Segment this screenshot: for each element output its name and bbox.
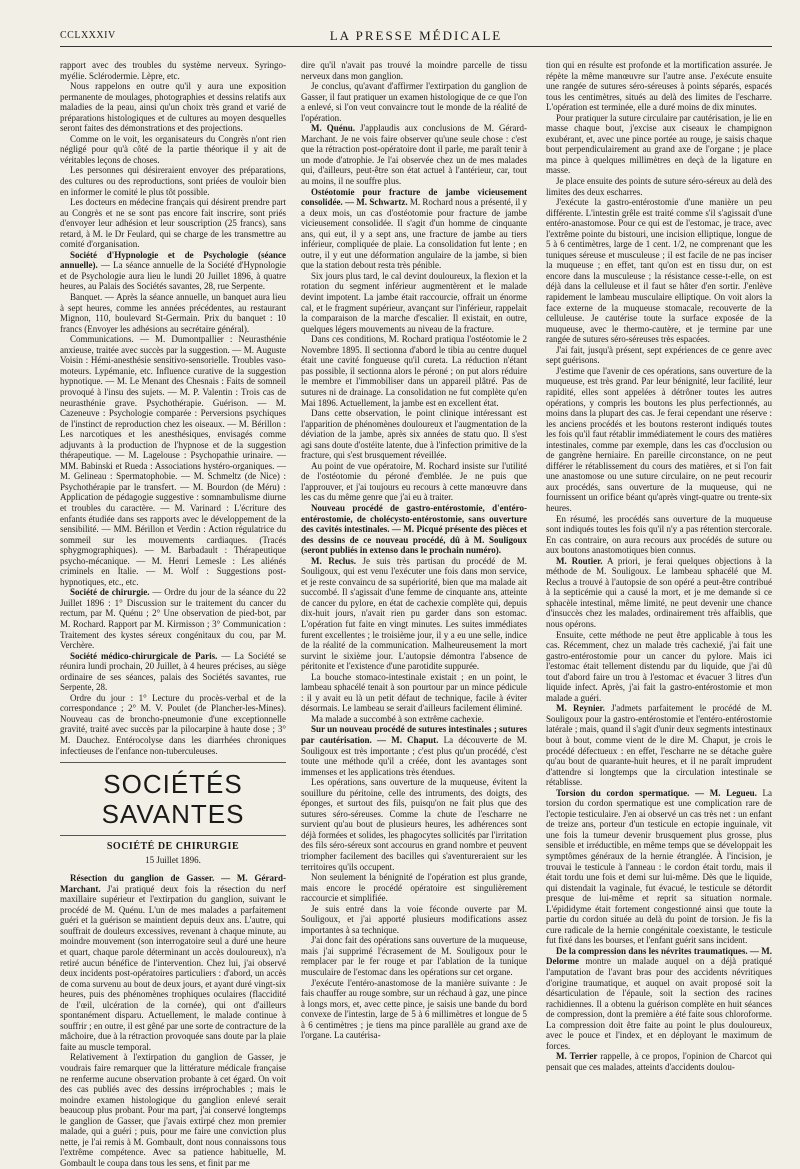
paragraph: Ordre du jour : 1° Lecture du procès-verbal et de la correspondance ; 2° M. V. Poulet (de Plancher-les-Mines). Nouveau cas de broncho-pneumonie d'une exceptionnelle gravité, traité avec succès par la pilocarpine à haute dose ; 3° M. Dauchez. Entérocolyse dans les diarrhées chroniques infectieuses de l'enfance non-tuberculeuses.	[60, 692, 286, 756]
article-heading: Sur un nouveau procédé de sutures intestinales ; sutures par cautérisation. — M. Chaput.	[301, 724, 527, 745]
article-heading: Ostéotomie pour fracture de jambe vicieusement consolidée. — M. Schwartz.	[301, 186, 527, 208]
paragraph: Les personnes qui désireraient envoyer des préparations, des cultures ou des reproductions, sont priées de vouloir bien en informer le comité le plus tôt possible.	[60, 165, 286, 197]
subsection-title: SOCIÉTÉ DE CHIRURGIE	[106, 841, 240, 853]
paragraph: Ensuite, cette méthode ne peut être applicable à tous les cas. Récemment, chez un malade très cachexié, j'ai fait une gastro-entérostomie pour un cancer du pylore. Mais ici l'estomac était tellement distendu par du liquide, que j'ai dû tout d'abord faire un trou à l'estomac et évacuer 3 litres d'un liquide infect. Après, j'ai fait la gastro-entérostomie et mon malade a guéri.	[546, 629, 772, 703]
paragraph: Les opérations, sans ouverture de la muqueuse, évitent la souillure du péritoine, celle des intruments, des doigts, des éponges, et surtout des fils, puisqu'on ne fait plus que des sutures séro-séreuses. Comme la chute de l'escharre ne survient qu'au bout de plusieurs heures, les adhérences sont déjà formées et solides, les phagocytes sollicités par l'irritation des fils séro-séreux sont accourus en grand nombre et peuvent triompher facilement des bacilles qui s'aventureraient sur les territoires qu'ils occupent.	[301, 777, 527, 872]
article-text: J'admets parfaitement le procédé de M. Souligoux pour la gastro-entérostomie et l'entéro-entérostomie latérale ; mais, quand il s'agit d'unir deux segments intestinaux bout à bout, comme vient de le dire M. Chaput, je crois le procédé défectueux : en effet, l'escharre ne se détache guère qu'au bout de quarante-huit heures, et il ne paraît imprudent d'attendre si longtemps que la circulation intestinale se rétablisse.	[546, 703, 772, 788]
article-text: J'applaudis aux conclusions de M. Gérard-Marchant. Je ne vois faire observer qu'une seule chose : c'est que la rétraction post-opératoire dont il parle, me paraît tenir à un mode d'atrophie. Je l'ai observée chez un de mes malades qui, d'ailleurs, peut-être son état actuel à l'antérieur, car, tout au moins, il ne souffre plus.	[301, 123, 527, 187]
divider	[60, 835, 286, 836]
article-text: J'ai pratiqué deux fois la résection du nerf maxillaire supérieur et l'extirpation du ganglion, suivant le procédé de M. Quénu. L'un de mes malades a parfaitement guéri et la guérison se maintient depuis deux ans. L'autre, qui souffrait de douleurs excessives, revenant à chaque minute, au moindre mouvement (son interrogatoire seul a duré une heure et quart, chaque parole déterminant un accès douloureux), n'a retiré aucun bénéfice de l'intervention. Chez lui, j'ai observé deux incidents post-opératoires particuliers : d'abord, un accès de coma survenu au bout de deux jours, et ayant duré vingt-six heures, puis des phénomènes trophiques oculaires (flaccidité de l'œil, ulcération de la cornée), qui ont d'ailleurs spontanément disparu. Actuellement, le malade continue à souffrir ; en outre, il est gêné par une sorte de contracture de la mâchoire, due à la rétraction provoquée sans doute par la plaie faite au muscle temporal.	[60, 883, 286, 1052]
paragraph: J'ai fait, jusqu'à présent, sept expériences de ce genre avec sept guérisons.	[546, 344, 772, 366]
article-heading: M. Routier.	[556, 555, 603, 566]
section-heading: Société de chirurgie.	[70, 587, 150, 598]
section-heading: Société d'Hypnologie et de Psychologie (séance annuelle).	[60, 249, 286, 271]
section-heading: Société médico-chirurgicale de Paris.	[70, 650, 218, 661]
article-torsion	[546, 788, 772, 946]
article-heading: M. Reynier.	[556, 703, 605, 714]
paragraph: J'exécute la gastro-entérostomie d'une manière un peu différente. L'intestin grêle est traité comme s'il s'agissait d'une entéro-anastomose. Pour ce qui est de l'estomac, je trace, avec l'extrême pointe du bistouri, une incision elliptique, longue de 5 à 6 centimètres, large de 1 cent. 1/2, ne comprenant que les tuniques séreuse et musculeuse ; il est facile de ne pas inciser la muqueuse ; en effet, tant qu'on est en tissu dur, on est encore dans la musculeuse ; la résistance cesse-t-elle, on est déjà dans la celluleuse et il faut se hâter d'en sortir. J'enlève rapidement le lambeau musculaire elliptique. On voit alors la face externe de la muqueuse stomacale, recouverte de la celluleuse. Je cautérise toute la surface exposée de la muqueuse, avec le thermo-cautère, et je termine par une rangée de sutures séro-séreuses très espacées.	[546, 197, 772, 345]
column-2	[301, 60, 527, 1100]
article-heading: M. Quénu.	[311, 123, 356, 134]
article-compression	[546, 946, 772, 1051]
paragraph: Au point de vue opératoire, M. Rochard insiste sur l'utilité de l'ostéotomie du péroné d'emblée. Je ne puis que l'approuver, et j'ai toujours eu recours à cette manœuvre dans les cas du même genre que j'ai eu à traiter.	[301, 460, 527, 503]
paragraph: Dans cette observation, le point clinique intéressant est l'apparition de phénomènes douloureux et l'augmentation de la déviation de la jambe, après six années de statu quo. Il s'est agi sans doute d'ostéite latente, due à l'infection primitive de la fracture, qui s'est brusquement réveillée.	[301, 408, 527, 461]
paragraph: Comme on le voit, les organisateurs du Congrès n'ont rien négligé pour qu'à côté de la partie théorique il y ait de véritables leçons de choses.	[60, 133, 286, 165]
article-heading: Nouveau procédé de gastro-entérostomie, d'entéro-entérostomie, de cholécysto-entérostomie, sans ouverture des cavités intestinales. — M. Picqué présente des pièces et des dessins de ce nouveau procédé, dû à M. Souligoux (seront publiés in extenso dans le prochain numéro).	[301, 502, 527, 556]
paragraph: La bouche stomaco-intestinale existait ; en un point, le lambeau sphacélé tenait à son pourtour par un mince pédicule : il y avait eu là un petit défaut de technique, facile à éviter désormais. Le lambeau se serait d'ailleurs facilement éliminé.	[301, 671, 527, 714]
section-title: SOCIÉTÉS SAVANTES	[101, 769, 245, 830]
paragraph: En résumé, les procédés sans ouverture de la muqueuse sont indiqués toutes les fois qu'il n'y a pas rétention stercorale. En cas contraire, on aura recours aux procédés de suture ou aux boutons anastomotiques bien connus.	[546, 513, 772, 556]
divider	[60, 762, 286, 763]
article-sutures	[301, 724, 527, 777]
article-quenu	[301, 123, 527, 186]
paragraph: Je suis entré dans la voie féconde ouverte par M. Souligoux, et j'ai apporté plusieurs modifications assez importantes à sa technique.	[301, 903, 527, 935]
article-text: La torsion du cordon spermatique est une complication rare de l'ectopie testiculaire. J'en ai observé un cas très net : un enfant de treize ans, porteur d'un testicule en ectopie inguinale, vit une fois la tumeur devenir brusquement plus grosse, plus sensible et irréductible, en même temps que se développait les symptômes généraux de la hernie étranglée. À l'incision, je trouvai le testicule à l'anneau : le cordon était tordu, mais il était tordu une fois et demi sur lui-même. Dès que le liquide, qui distendait la vaginale, fut évacué, le testicule se détordit presque de lui-même et reprit sa situation normale. L'épididyme était fortement congestionné ainsi que toute la partie du cordon située au delà du point de torsion. Je fis la cure radicale de la hernie congénitale coexistante, le testicule fut fixé dans les bourses, et l'enfant guérit sans incident.	[546, 787, 773, 946]
article-heading: Résection du ganglion de Gasser. — M. Gérard-Marchant.	[60, 873, 286, 894]
article-heading: De la compression dans les névrites traumatiques. — M. Delorme	[546, 945, 772, 967]
article-gasser	[60, 873, 286, 1052]
article-text: M. Rochard nous a présenté, il y a deux mois, un cas d'ostéotomie pour fracture de jambe vicieusement consolidée. Il s'agit d'un homme de cinquante ans, qui eut, il y a sept ans, une fracture de jambe au tiers inférieur, compliquée de plaie. La consolidation fut lente ; en outre, il y eut une déformation angulaire de la jambe, si bien que la station debout resta très pénible.	[301, 197, 527, 271]
column-3	[546, 60, 772, 1100]
session-date: 15 Juillet 1896.	[145, 854, 201, 865]
article-text: La découverte de M. Souligoux est très importante ; c'est plus qu'un procédé, c'est toute une méthode qu'il a créée, dont les avantages sont immenses et les applications très étendues.	[301, 735, 527, 777]
paragraph: dire qu'il n'avait pas trouvé la moindre parcelle de tissu nerveux dans mon ganglion.	[301, 60, 527, 81]
article-heading: Torsion du cordon spermatique. — M. Legueu.	[556, 787, 757, 798]
paragraph: J'estime que l'avenir de ces opérations, sans ouverture de la muqueuse, est très grand. Par leur bénignité, leur facilité, leur rapidité, elles sont appelées à détrôner toutes les autres opérations, y compris les boutons les plus perfectionnés, au moins dans la plupart des cas. Je ferai cependant une réserve : les anciens procédés et les boutons resteront indiqués toutes les fois qu'il faut rétablir immédiatement le cours des matières intestinales, comme par exemple, dans les cas d'occlusion ou de gangrène herniaire. En pareille circonstance, on ne peut différer le rétablissement du cours des matières, et si l'on fait une anastomose ou une suture circulaire, on ne peut recourir aux procédés, sans ouverture de la muqueuse, qui ne fournissent un orifice béant qu'après vingt-quatre ou trente-six heures.	[546, 365, 772, 513]
paragraph: Pour pratiquer la suture circulaire par cautérisation, je lie en masse chaque bout, j'excise aux ciseaux le champignon exubérant, et, avec une pince portée au rouge, je saisis chaque bout perpendiculairement au grand axe de l'organe ; je place ma pince à quelques millimètres en deçà de la ligature en masse.	[546, 112, 772, 176]
paragraph: Je conclus, qu'avant d'affirmer l'extirpation du ganglion de Gasser, il faut pratiquer un examen histologique de ce que l'on a enlevé, si l'on veut convaincre tout le monde de la réalité de l'opération.	[301, 81, 527, 123]
paragraph: Banquet. — Après la séance annuelle, un banquet aura lieu à sept heures, comme les années précédentes, au restaurant Mignon, 110, boulevard St-Germain. Prix du banquet : 10 francs (Envoyer les adhésions au secrétaire général).	[60, 292, 286, 334]
column-1	[60, 60, 286, 1168]
section-medico-chirurgicale	[60, 651, 286, 693]
article-terrier	[546, 1051, 772, 1072]
paragraph: Ma malade a succombé à son extrême cachexie.	[311, 713, 484, 724]
article-heading: M. Terrier	[556, 1051, 598, 1062]
paragraph: Communications. — M. Dumontpallier : Neurasthénie anxieuse, traitée avec succès par la suggestion. — M. Auguste Voisin : Hémi-anesthésie sensitivo-sensorielle. Troubles vaso-moteurs. Lypémanie, etc. Influence curative de la suggestion hypnotique. — M. Le Menant des Chesnais : Faits de somneil provoqué à l'insu des sujets. — M. P. Valentin : Trois cas de neurasthénie grave. Psychothérapie. Guérison. — M. Cazeneuve : Psychologie comparée : Perversions psychiques de l'instinct de reproduction chez les oiseaux. — M. Bérillon : Les narcotiques et les anesthésiques, envisagés comme adjuvants à la production de l'hypnose et de la suggestion thérapeutique. — M. Lagelouse : Psychopathie urinaire. — MM. Babinski et Rueda : Associations hystéro-organiques. — M. Gelineau : Spermatophobie. — M. Schmeltz (de Nice) : Psychothérapie par le transfert. — M. Bourdon (de Méru) : Application de pédagogie suggestive : somnambulisme diurne et troubles du caractère. — M. Varinard : L'écriture des enfants étudiée dans ses rapports avec le développement de la sensibilité. — MM. Bérillon et Verdin : Action régulatrice du sommeil sur les mouvements cardiaques. (Tracés sphygmographiques). — M. Barbadault : Thérapeutique psycho-mécanique. — M. Henri Lemesle : Les aliénés criminels en Italie. — M. Wolf : Suggestions post-hypnotiques, etc., etc.	[60, 334, 286, 587]
journal-title: LA PRESSE MÉDICALE	[329, 28, 503, 43]
article-text: montre un malade auquel on a déjà pratiqué l'amputation de l'avant bras pour des accidents névritiques d'origine traumatique, et auquel on avait proposé soit la désarticulation de l'épaule, soit la section des racines rachidiennes. Il a obtenu la guérison complète en huit séances de compression, dont la première a été faite sous chloroforme. La compression doit être faite au point le plus douloureux, avec le pouce et l'index, et en déployant le maximum de forces.	[546, 956, 772, 1051]
article-text: Je suis très partisan du procédé de M. Souligoux, qui est venu l'exécuter une fois dans mon service, et je reste convaincu de sa supériorité, bien que ma malade ait succombé. Il s'agissait d'une femme de cinquante ans, atteinte de cancer du pylore, en état de cachexie complète qui, depuis dix-huit jours, n'avait rien pu garder dans son estomac. L'opération fut faite en vingt minutes. Les suites immédiates furent excellentes ; le troisième jour, il y a eu une selle, indice de la réalité de la communication. Malheureusement la mort survint le sixième jour. L'autopsie démontra l'absence de péritonite et l'existence d'une parotidite suppurée.	[301, 555, 527, 672]
page-number: CCLXXXIV	[60, 30, 116, 41]
paragraph: Dans ces conditions, M. Rochard pratiqua l'ostéotomie le 2 Novembre 1895. Il sectionna d'abord le tibia au centre duquel était une cavité fongueuse qu'il cureta. La réduction n'étant pas possible, il sectionna alors le péroné ; on put alors réduire le membre et l'immobiliser dans un appareil plâtré. Pas de sutures ni de drainage. La consolidation ne fut complète qu'en Mai 1896. Actuellement, la jambe est en excellent état.	[301, 334, 527, 408]
paragraph: tion qui en résulte est profonde et la mortification assurée. Je répète la même manœuvre sur l'autre anse. J'exécute ensuite une rangée de sutures séro-séreuses à points séparés, espacés tous les centimètres, situés au delà des limites de l'escharre. L'opération est terminée, elle a duré moins de dix minutes.	[546, 60, 772, 113]
article-nouveau-procede	[301, 503, 527, 556]
paragraph: Nous rappelons en outre qu'il y aura une exposition permanente de moulages, photographies et dessins relatifs aux maladies de la peau, ainsi qu'un choix très grand et varié de préparations histologiques et de cultures au moyen desquelles seront faites des démonstrations et des projections.	[60, 81, 286, 134]
section-hypnologie	[60, 250, 286, 292]
article-osteotomie	[301, 187, 527, 271]
paragraph: Six jours plus tard, le cal devint douloureux, la flexion et la rotation du segment inférieur augmentèrent et le malade devint impotent. La jambe était raccourcie, offrait un énorme cal, et le fragment supérieur, avançant sur l'inférieur, rappelait la comparaison de la marche d'escalier. Il existait, en outre, quelques légers mouvements au niveau de la fracture.	[301, 270, 527, 334]
section-text: — La séance annuelle de la Société d'Hypnologie et de Psychologie aura lieu le lundi 20 Juillet 1896, à quatre heures, au Palais des Sociétés savantes, 28, rue Serpente.	[60, 260, 286, 292]
section-chirurgie-notice	[60, 587, 286, 650]
article-reclus	[301, 556, 527, 672]
paragraph: Relativement à l'extirpation du ganglion de Gasser, je voudrais faire remarquer que la littérature médicale française ne renferme aucune observation probante à cet égard. On voit des cas publiés avec des dessins irréprochables ; mais le moindre examen histologique du ganglion enlevé serait beaucoup plus probant. Pour ma part, j'ai conservé longtemps le ganglion de Gasser, que j'avais extirpé chez mon premier malade, qui a guéri ; puis, pour me faire une conviction plus nette, je l'ai remis à M. Gombault, dont nous connaissons tous l'extrême compétence. Avec sa patience habituelle, M. Gombault le coupa dans tous les sens, et finit par me	[60, 1052, 286, 1168]
article-text: rappelle, à ce propos, l'opinion de Charcot qui pensait que ces malades, atteints d'accidents doulou-	[546, 1051, 772, 1072]
section-text: — La Société se réunira lundi prochain, 20 Juillet, à 4 heures précises, au siège ordinaire de ses séances, palais des Sociétés savantes, rue Serpente, 28.	[60, 650, 286, 693]
article-routier	[546, 556, 772, 630]
paragraph: rapport avec des troubles du système nerveux. Syringo-myélie. Sclérodermie. Lèpre, etc.	[60, 60, 286, 81]
article-reynier	[546, 703, 772, 787]
paragraph: J'exécute l'entéro-anastomose de la manière suivante : Je fais chauffer au rouge sombre, sur un réchaud à gaz, une pince à longs mors, et, avec cette pince, je saisis une bande du bord convexe de l'intestin, large de 5 à 6 millimètres et longue de 5 à 6 centimètres ; je tiens ma pince parallèle au grand axe de l'organe. La cautérisa-	[301, 977, 527, 1041]
paragraph: Je place ensuite des points de suture séro-séreux au delà des limites des deux escharres.	[546, 176, 772, 197]
section-text: — Ordre du jour de la séance du 22 Juillet 1896 : 1° Discussion sur le traitement du cancer du rectum, par M. Quénu ; 2° Une observation de pied-bot, par M. Rochard. Rapport par M. Kirmisson ; 3° Communication : Traitement des kystes séreux congénitaux du cou, par M. Verchère.	[60, 587, 286, 651]
article-text: A priori, je ferai quelques objections à la méthode de M. Souligoux. Le lambeau sphacélé que M. Reclus a trouvé à l'autopsie de son opéré a peut-être contribué à la septicémie qui a causé la mort, et je me demande si ce sphacèle intestinal, même limité, ne peut devenir une chance d'insuccès chez les malades, ordinairement très affaiblis, que nous opérons.	[546, 555, 772, 629]
article-heading: M. Reclus.	[311, 555, 356, 566]
page-header	[60, 26, 772, 47]
paragraph: J'ai donc fait des opérations sans ouverture de la muqueuse, mais j'ai supprimé l'écrasement de M. Souligoux pour le remplacer par le fer rouge et par l'ablation de la tunique musculaire de l'estomac dans les opérations sur cet organe.	[301, 935, 527, 978]
paragraph: Non seulement la bénignité de l'opération est plus grande, mais encore le procédé opératoire est singulièrement raccourcie et simplifiée.	[301, 872, 527, 904]
paragraph: Les docteurs en médecine français qui désirent prendre part au Congrès et ne se sont pas encore fait inscrire, sont priés d'envoyer leur adhésion et leur souscription (25 francs), sans retard, à M. le Dr Feulard, qui se charge de les transmettre au comité d'organisation.	[60, 197, 286, 250]
